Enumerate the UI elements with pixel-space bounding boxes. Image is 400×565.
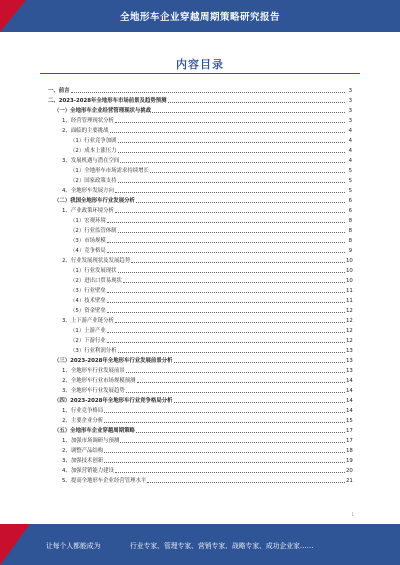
toc-page-number: 19 [346, 458, 353, 464]
toc-entry-label: （4）竞争格局 [70, 248, 106, 254]
toc-leader-dots [115, 471, 345, 473]
toc-entry-label: （一）全地形车企业经营管理现状与挑战 [54, 108, 152, 114]
toc-page-number: 17 [346, 438, 353, 444]
toc-entry[interactable] [48, 204, 352, 214]
toc-page-number: 4 [348, 128, 352, 134]
toc-entry[interactable] [48, 424, 352, 434]
toc-entry[interactable] [48, 404, 352, 414]
toc-entry-label: 2、行业发展现状及发展趋势 [62, 258, 131, 264]
toc-entry[interactable] [48, 194, 352, 204]
toc-entry[interactable] [48, 444, 352, 454]
toc-entry[interactable] [48, 94, 352, 104]
toc-leader-dots [168, 101, 346, 103]
toc-entry-label: （2）进出口贸易现状 [70, 278, 122, 284]
toc-entry-label: 1、经营管理现状分析 [62, 118, 114, 124]
toc-leader-dots [120, 161, 345, 163]
toc-entry[interactable] [48, 264, 352, 274]
toc-leader-dots [118, 351, 345, 353]
toc-leader-dots [118, 141, 345, 143]
toc-page-number: 13 [346, 348, 353, 354]
toc-page-number: 8 [348, 238, 352, 244]
toc-entry-label: 一、前言 [48, 88, 70, 94]
toc-entry-label: 1、加强市场调研与预测 [62, 438, 120, 444]
toc-page-number: 9 [348, 248, 352, 254]
page-marker: 1 [351, 512, 354, 517]
toc-entry-label: 3、上下游产业链分析 [62, 318, 114, 324]
toc-page-number: 11 [346, 288, 353, 294]
toc-leader-dots [136, 201, 345, 203]
toc-leader-dots [107, 301, 345, 303]
toc-entry-label: 1、产业政策环境分析 [62, 208, 114, 214]
toc-leader-dots [104, 411, 345, 413]
toc-heading: 内容目录 [176, 58, 224, 71]
toc-entry[interactable] [48, 314, 352, 324]
toc-leader-dots [147, 481, 345, 483]
toc-entry[interactable] [48, 474, 352, 484]
toc-leader-dots [107, 241, 345, 243]
toc-entry[interactable] [48, 244, 352, 254]
toc-entry-label: 3、加强技术创新 [62, 458, 104, 464]
toc-page-number: 4 [348, 158, 352, 164]
toc-entry[interactable] [48, 414, 352, 424]
report-title: 全地形车企业穿越周期策略研究报告 [119, 12, 280, 23]
toc-entry[interactable] [48, 434, 352, 444]
toc-entry-label: 3、发展机遇与潜在空间 [62, 158, 120, 164]
toc-entry-label: （1）全地形车市场需求持续增长 [70, 168, 149, 174]
toc-page-number: 12 [346, 338, 353, 344]
toc-page-number: 8 [348, 218, 352, 224]
toc-entry[interactable] [48, 454, 352, 464]
toc-entry-label: （二）我国全地形车行业发展分析 [54, 198, 135, 204]
toc-page-number: 4 [348, 148, 352, 154]
toc-leader-dots [123, 281, 345, 283]
toc-leader-dots [152, 111, 345, 113]
toc-page-number: 17 [346, 428, 353, 434]
toc-leader-dots [107, 291, 345, 293]
toc-page-number: 14 [346, 398, 353, 404]
toc-entry[interactable] [48, 184, 352, 194]
toc-entry[interactable] [48, 134, 352, 144]
toc-entry-label: （1）宏观环境 [70, 218, 106, 224]
toc-leader-dots [118, 271, 345, 273]
toc-leader-dots [118, 231, 345, 233]
toc-leader-dots [118, 181, 345, 183]
toc-entry[interactable] [48, 154, 352, 164]
toc-entry[interactable] [48, 294, 352, 304]
toc-page-number: 10 [346, 268, 353, 274]
toc-entry[interactable] [48, 104, 352, 114]
toc-entry-label: （2）行业监管体制 [70, 228, 117, 234]
toc-entry-label: （3）行业壁垒 [70, 288, 106, 294]
toc-entry[interactable] [48, 114, 352, 124]
toc-entry-label: 4、加强营销能力建设 [62, 468, 114, 474]
toc-entry-label: （3）行业利润分析 [70, 348, 117, 354]
toc-leader-dots [107, 331, 345, 333]
toc-page-number: 11 [346, 298, 353, 304]
toc-entry-label: 4、全地形车发展方向 [62, 188, 114, 194]
footer-slogan: 让每个人都能成为 [46, 542, 101, 550]
toc-leader-dots [174, 361, 346, 363]
toc-entry[interactable] [48, 354, 352, 364]
toc-leader-dots [107, 341, 345, 343]
toc-page-number: 5 [348, 178, 352, 184]
toc-entry-label: （1）上游产业 [70, 328, 106, 334]
toc-leader-dots [104, 461, 345, 463]
toc-page-number: 10 [346, 258, 353, 264]
toc-entry-label: 5、提高全地形车企业经营管理水平 [62, 478, 147, 484]
toc-page-number: 6 [348, 198, 352, 204]
toc-page-number: 6 [348, 208, 352, 214]
toc-page-number: 14 [346, 378, 353, 384]
toc-leader-dots [71, 91, 345, 93]
page-footer [0, 524, 400, 565]
table-of-contents [48, 84, 352, 484]
toc-entry[interactable] [48, 334, 352, 344]
toc-entry-label: （2）国家政策支持 [70, 178, 117, 184]
toc-leader-dots [137, 381, 345, 383]
toc-entry-label: （三）2023-2028年全地形车行业发展前景分析 [54, 358, 173, 364]
toc-page-number: 3 [348, 108, 352, 114]
toc-entry-label: （四）2023-2028年全地形车行业竞争格局分析 [54, 398, 173, 404]
toc-page-number: 4 [348, 138, 352, 144]
toc-leader-dots [136, 431, 345, 433]
toc-entry[interactable] [48, 394, 352, 404]
toc-entry[interactable] [48, 344, 352, 354]
toc-page-number: 12 [346, 328, 353, 334]
toc-entry-label: 3、全地形车行业发展趋势 [62, 388, 125, 394]
toc-entry[interactable] [48, 274, 352, 284]
toc-page-number: 10 [346, 278, 353, 284]
toc-entry[interactable] [48, 284, 352, 294]
toc-leader-dots [110, 131, 345, 133]
toc-page-number: 14 [346, 388, 353, 394]
toc-entry-label: （3）市场规模 [70, 238, 106, 244]
toc-page-number: 3 [348, 118, 352, 124]
toc-page-number: 20 [346, 468, 353, 474]
toc-entry[interactable] [48, 324, 352, 334]
toc-entry[interactable] [48, 364, 352, 374]
toc-entry[interactable] [48, 144, 352, 154]
toc-entry-label: （2）成本上涨压力 [70, 148, 117, 154]
toc-entry[interactable] [48, 234, 352, 244]
toc-leader-dots [115, 121, 345, 123]
toc-entry-label: （1）行业竞争加剧 [70, 138, 117, 144]
toc-page-number: 18 [346, 448, 353, 454]
toc-entry-label: 2、全地形车行业市场规模预测 [62, 378, 136, 384]
toc-leader-dots [107, 221, 345, 223]
toc-entry[interactable] [48, 254, 352, 264]
page-header [0, 0, 400, 32]
toc-entry-label: （5）资金壁垒 [70, 308, 106, 314]
toc-entry[interactable] [48, 304, 352, 314]
toc-leader-dots [104, 421, 345, 423]
toc-leader-dots [107, 311, 345, 313]
toc-leader-dots [131, 261, 345, 263]
toc-entry[interactable] [48, 174, 352, 184]
toc-entry-label: （1）行业发展现状 [70, 268, 117, 274]
toc-entry[interactable] [48, 214, 352, 224]
toc-entry-label: （2）下游行业 [70, 338, 106, 344]
toc-page-number: 15 [346, 418, 353, 424]
toc-entry[interactable] [48, 124, 352, 134]
toc-entry[interactable] [48, 374, 352, 384]
toc-entry[interactable] [48, 84, 352, 94]
toc-entry[interactable] [48, 464, 352, 474]
toc-page-number: 13 [346, 368, 353, 374]
toc-leader-dots [115, 191, 345, 193]
toc-entry-label: 2、调整产品结构 [62, 448, 104, 454]
toc-leader-dots [115, 321, 345, 323]
toc-leader-dots [118, 151, 345, 153]
toc-entry-label: 2、主要企业分析 [62, 418, 104, 424]
toc-page-number: 5 [348, 168, 352, 174]
toc-entry-label: （五）全地形车企业穿越周期策略 [54, 428, 135, 434]
toc-page-number: 12 [346, 318, 353, 324]
toc-leader-dots [126, 391, 345, 393]
toc-leader-dots [107, 251, 345, 253]
toc-page-number: 13 [346, 358, 353, 364]
toc-page-number: 5 [348, 188, 352, 194]
toc-page-number: 14 [346, 408, 353, 414]
toc-leader-dots [174, 401, 346, 403]
toc-divider [40, 73, 360, 74]
toc-leader-dots [115, 211, 345, 213]
footer-red-accent [0, 524, 30, 565]
toc-leader-dots [126, 371, 345, 373]
toc-page-number: 8 [348, 228, 352, 234]
toc-leader-dots [120, 441, 345, 443]
toc-page-number: 12 [346, 308, 353, 314]
toc-entry[interactable] [48, 164, 352, 174]
toc-entry-label: 1、行业竞争格局 [62, 408, 104, 414]
toc-entry-label: 二、2023-2028年全地形车市场前景及趋势预测 [48, 98, 167, 104]
footer-roles: 行业专家、管理专家、营销专家、战略专家、成功企业家…… [130, 542, 314, 550]
toc-leader-dots [150, 171, 345, 173]
toc-page-number: 3 [348, 98, 352, 104]
toc-leader-dots [104, 451, 345, 453]
toc-entry-label: （4）技术壁垒 [70, 298, 106, 304]
toc-entry-label: 2、面临的主要挑战 [62, 128, 109, 134]
toc-page-number: 3 [348, 88, 352, 94]
toc-entry[interactable] [48, 224, 352, 234]
toc-entry-label: 1、全地形车行业发展前景 [62, 368, 125, 374]
toc-entry[interactable] [48, 384, 352, 394]
toc-page-number: 21 [346, 478, 353, 484]
